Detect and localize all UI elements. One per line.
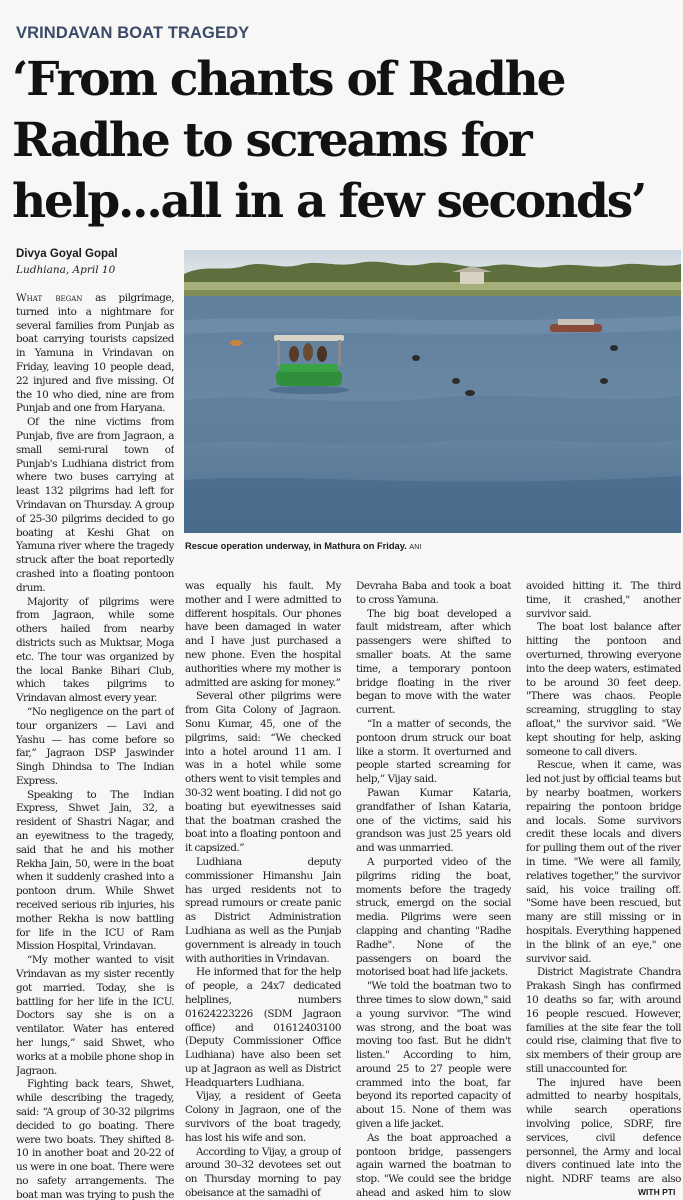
paragraph: Devraha Baba and took a boat to cross Yamuna.: [356, 580, 511, 606]
photo-caption: [185, 541, 681, 551]
paragraph: A purported video of the pilgrims riding the boat, moments before the tragedy struck, emergd on the social media. Pilgrims were seen clapping and chanting "Radhe Radhe". None of the passengers on board the motorised boat had life jackets.: [356, 855, 511, 979]
article-column-3: [356, 580, 511, 1200]
byline: Divya Goyal Gopal: [16, 248, 118, 260]
paragraph: “In a matter of seconds, the pontoon drum struck our boat like a storm. It overturned and people started screaming for help,” Vijay said.: [356, 717, 511, 786]
paragraph: "We told the boatman two to three times to slow down," said a young survivor. "The wind was strong, and the boat was moving too fast. But he didn't listen." According to him, around 25 to 27 people were crammed into the boat, far beyond its reported capacity of about 15. None of them was given a life jacket.: [356, 980, 511, 1131]
paragraph: was equally his fault. My mother and I were admitted to different hospitals. Our phones have been damaged in water and I have just purchased a new phone. Even the hospital authorities where my mother is admitted are asking for money.”: [185, 580, 341, 689]
section-kicker: VRINDAVAN BOAT TRAGEDY: [16, 24, 250, 42]
paragraph: As the boat approached a pontoon bridge, passengers again warned the boatman to stop. "We could see the bridge ahead and asked him to slow: [356, 1131, 511, 1200]
dateline: Ludhiana, April 10: [16, 264, 116, 276]
paragraph: Several other pilgrims were from Gita Colony of Jagraon. Sonu Kumar, 45, one of the pilgrims, said: “We checked into a hotel around 11 am. I was in a hotel while some others went to visit temples and 30-32 went boating. I did not go boating but eyewitnesses said that the boatman crashed the boat into a floating pontoon and it capsized.”: [185, 690, 341, 855]
paragraph: Ludhiana deputy commissioner Himanshu Jain has urged residents not to spread rumours or create panic as District Administration Ludhiana as well as the Punjab government is already in touch with authorities in Vrindavan.: [185, 855, 341, 965]
paragraph: Vijay, a resident of Geeta Colony in Jagraon, one of the survivors of the boat tragedy, has lost his wife and son.: [185, 1090, 341, 1144]
caption-text: Rescue operation underway, in Mathura on Friday.: [185, 541, 407, 551]
headline: ‘From chants of Radhe Radhe to screams for help...all in a few seconds’: [12, 52, 646, 229]
paragraph: “No negligence on the part of tour organizers — Lavi and Yashu — has come before so far,” Jagraon DSP Jaswinder Singh Dhindsa to The Indian Express.: [16, 705, 174, 787]
paragraph: “My mother wanted to visit Vrindavan as my sister recently got married. Today, she is battling for her life in the ICU. Doctors say she is on a ventilator. Water has entered her lungs,” said Shwet, who works at a mobile phone shop in Jagraon.: [16, 954, 174, 1077]
paragraph: Majority of pilgrims were from Jagraon, while some others hailed from nearby districts such as Muktsar, Moga etc. The tour was organized by the local Banke Bihari Club, which takes pilgrims to Vrindavan almost every year.: [16, 595, 174, 705]
article-column-4: [526, 580, 681, 1188]
paragraph: District Magistrate Chandra Prakash Singh has confirmed 10 deaths so far, with around 16 people rescued. However, families at the site fear the toll could rise, claiming that five to six members of their group are still unaccounted for.: [526, 966, 681, 1075]
paragraph: [16, 292, 174, 416]
paragraph: Fighting back tears, Shwet, while describing the tragedy, said: “A group of 30-32 pilgrims decided to go boating. There were two boats. They shifted 8-10 in another boat and 20-22 of us were in one boat. There were no safety arrangements. The boat man was trying to push the: [16, 1078, 174, 1200]
paragraph: The injured have been admitted to nearby hospitals, while search operations involving police, SDRF, fire services, civil defence personnel, the Army and local divers continued late into the night. NDRF teams are also: [526, 1076, 681, 1186]
article-column-2: [185, 580, 341, 1200]
photo-credit: ANI: [409, 544, 422, 551]
paragraph: He informed that for the help of people, a 24x7 dedicated helplines, numbers 01624223226 (SDM Jagraon office) and 01612403100 (Deputy Commissioner Office Ludhiana) have also been set up at Jagraon as well as District Headquarters Ludhiana.: [185, 966, 341, 1089]
paragraph: According to Vijay, a group of around 30–32 devotees set out on Thursday morning to pay obeisance at the samadhi of: [185, 1145, 341, 1200]
paragraph-text: as pilgrimage, turned into a nightmare for several families from Punjab as boat carrying tourists capsized in Yamuna in Vrindavan on Friday, leaving 10 people dead, 22 injured and five missing. Of the 10 who died, nine are from Punjab and one from Haryana.: [16, 292, 174, 415]
paragraph: The boat lost balance after hitting the pontoon and overturned, throwing everyone into the deep waters, estimated to be around 30 feet deep. "There was chaos. People screaming, struggling to stay afloat," the survivor said. "We kept shouting for help, asking someone to call divers.: [526, 621, 681, 758]
paragraph: The big boat developed a fault midstream, after which passengers were shifted to smaller boats. At the same time, a temporary pontoon bridge floating in the river began to move with the water current.: [356, 607, 511, 717]
paragraph: Rescue, when it came, was led not just by official teams but by nearby boatmen, workers repairing the pontoon bridge and locals. Some survivors credit these locals and divers for pulling them out of the river in time. "We were all family, relatives together," the survivor said, his voice trailing off. "Some have been rescued, but many are still missing or in hospitals. Everything happened in the blink of an eye," one survivor said.: [526, 759, 681, 965]
article-column-1: [16, 292, 174, 1200]
paragraph: Speaking to The Indian Express, Shwet Jain, 32, a resident of Shastri Nagar, and an eyewitness to the tragedy, said that he and his mother Rekha Jain, 50, were in the boat when it suddenly crashed into a pontoon drum. While Shwet received serious rib injuries, his mother Rekha is now battling for life in the ICU of Ram Mission Hospital, Vrindavan.: [16, 788, 174, 953]
paragraph: Pawan Kumar Kataria, grandfather of Ishan Kataria, one of the victims, said his grandson was just 25 years old and was unmarried.: [356, 786, 511, 855]
agency-credit: WITH PTI: [638, 1187, 676, 1197]
news-photo: [184, 250, 681, 533]
lead-in: What began: [16, 292, 83, 304]
paragraph: avoided hitting it. The third time, it crashed," another survivor said.: [526, 580, 681, 620]
paragraph: Of the nine victims from Punjab, five are from Jagraon, a small semi-rural town of Punjab's Ludhiana district from where two buses carrying at least 132 pilgrims had left for Vrindavan on Thursday. A group of 25-30 pilgrims decided to go boating at Keshi Ghat on Yamuna river where the tragedy struck after the boat reportedly crashed into a floating pontoon drum.: [16, 416, 174, 594]
